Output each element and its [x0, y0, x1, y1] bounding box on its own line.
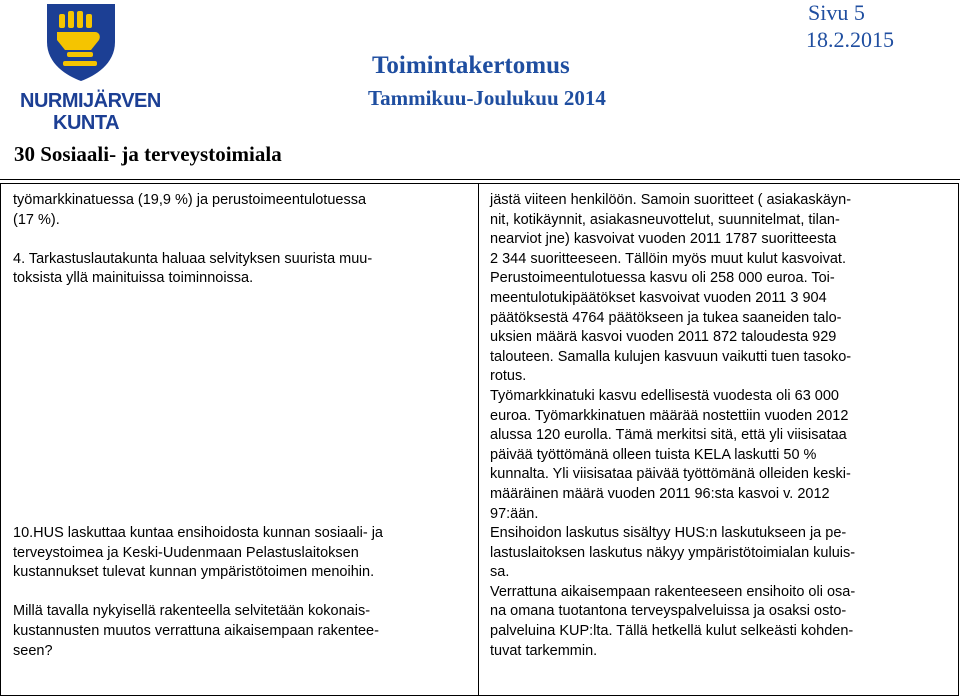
text-line: 97:ään. — [490, 505, 539, 522]
text-line: 10.HUS laskuttaa kuntaa ensihoidosta kunnan sosiaali- ja — [13, 524, 383, 541]
text-line: kustannusten muutos verrattuna aikaisempaan rakentee- — [13, 622, 379, 639]
section-title: 30 Sosiaali- ja terveystoimiala — [14, 142, 282, 166]
column-divider — [478, 183, 479, 696]
text-line: 4. Tarkastuslautakunta haluaa selvityksen suurista muu- — [13, 250, 373, 267]
text-line: uksien määrä kasvoi vuoden 2011 872 taloudesta 929 — [490, 329, 837, 346]
text-line: Millä tavalla nykyisellä rakenteella selvitetään kokonais- — [13, 603, 371, 620]
report-period: Tammikuu-Joulukuu 2014 — [368, 86, 606, 110]
header-divider — [0, 179, 960, 180]
text-line: Työmarkkinatuki kasvu edellisestä vuodesta oli 63 000 — [490, 387, 839, 404]
text-line: päivää työttömänä olleen tuista KELA laskutti 50 % — [490, 446, 817, 463]
text-line: meentulotukipäätökset kasvoivat vuoden 2011 3 904 — [490, 289, 827, 306]
document-title: Toimintakertomus — [372, 52, 570, 79]
text-line: na omana tuotantona terveyspalveluissa ja osaksi osto- — [490, 603, 847, 620]
text-line: määräinen määrä vuoden 2011 96:sta kasvoi v. 2012 — [490, 485, 830, 502]
text-line: työmarkkinatuessa (19,9 %) ja perustoimeentulotuessa — [13, 192, 367, 208]
page-number: Sivu 5 — [808, 0, 865, 25]
text-line: alussa 120 eurolla. Tämä merkitsi sitä, että yli viisisataa — [490, 427, 847, 444]
logo-text-nurmijarven: NURMIJÄRVEN — [20, 90, 161, 112]
coat-of-arms-icon — [45, 2, 117, 82]
text-line: Ensihoidon laskutus sisältyy HUS:n laskutukseen ja pe- — [490, 525, 847, 542]
text-line: rotus. — [490, 368, 527, 385]
text-line: toksista yllä mainituissa toiminnoissa. — [13, 270, 254, 287]
text-line: palveluina KUP:lta. Tällä hetkellä kulut selkeästi kohden- — [490, 623, 854, 640]
text-line: terveystoimea ja Keski-Uudenmaan Pelastuslaitoksen — [13, 544, 359, 561]
text-line: euroa. Työmarkkinatuen määrää nostettiin vuoden 2012 — [490, 407, 849, 424]
text-line: talouteen. Samalla kulujen kasvuun vaikutti tuen tasoko- — [490, 348, 852, 365]
logo-text-kunta: KUNTA — [53, 112, 120, 134]
text-line: päätöksestä 4764 päätökseen ja tukea saaneiden talo- — [490, 309, 842, 326]
text-line: seen? — [13, 642, 53, 659]
text-line: jästä viiteen henkilöön. Samoin suoritteet ( asiakaskäyn- — [490, 192, 852, 208]
text-line: Verrattuna aikaisempaan rakenteeseen ensihoito oli osa- — [490, 583, 856, 600]
text-line: kustannukset tulevat kunnan ympäristötoimen menoihin. — [13, 564, 375, 581]
left-column — [13, 191, 471, 661]
text-line: Perustoimeentulotuessa kasvu oli 258 000 euroa. Toi- — [490, 270, 835, 287]
nurmijarvi-logo — [20, 2, 161, 134]
text-line: lastuslaitoksen laskutus näkyy ympäristötoimialan kuluis- — [490, 544, 856, 561]
text-line: 2 344 suoritteeseen. Tällöin myös muut kulut kasvoivat. — [490, 250, 846, 267]
report-date: 18.2.2015 — [806, 27, 894, 52]
text-line: nearviot jne) kasvoivat vuoden 2011 1787 suoritteesta — [490, 231, 837, 248]
text-line: sa. — [490, 564, 510, 581]
text-line: nit, kotikäynnit, asiakasneuvottelut, suunnitelmat, tilan- — [490, 211, 840, 228]
right-column — [490, 191, 948, 661]
text-line: (17 %). — [13, 211, 60, 228]
text-line: kunnalta. Yli viisisataa päivää työttömänä olleiden keski- — [490, 466, 851, 483]
text-line: tuvat tarkemmin. — [490, 642, 598, 659]
